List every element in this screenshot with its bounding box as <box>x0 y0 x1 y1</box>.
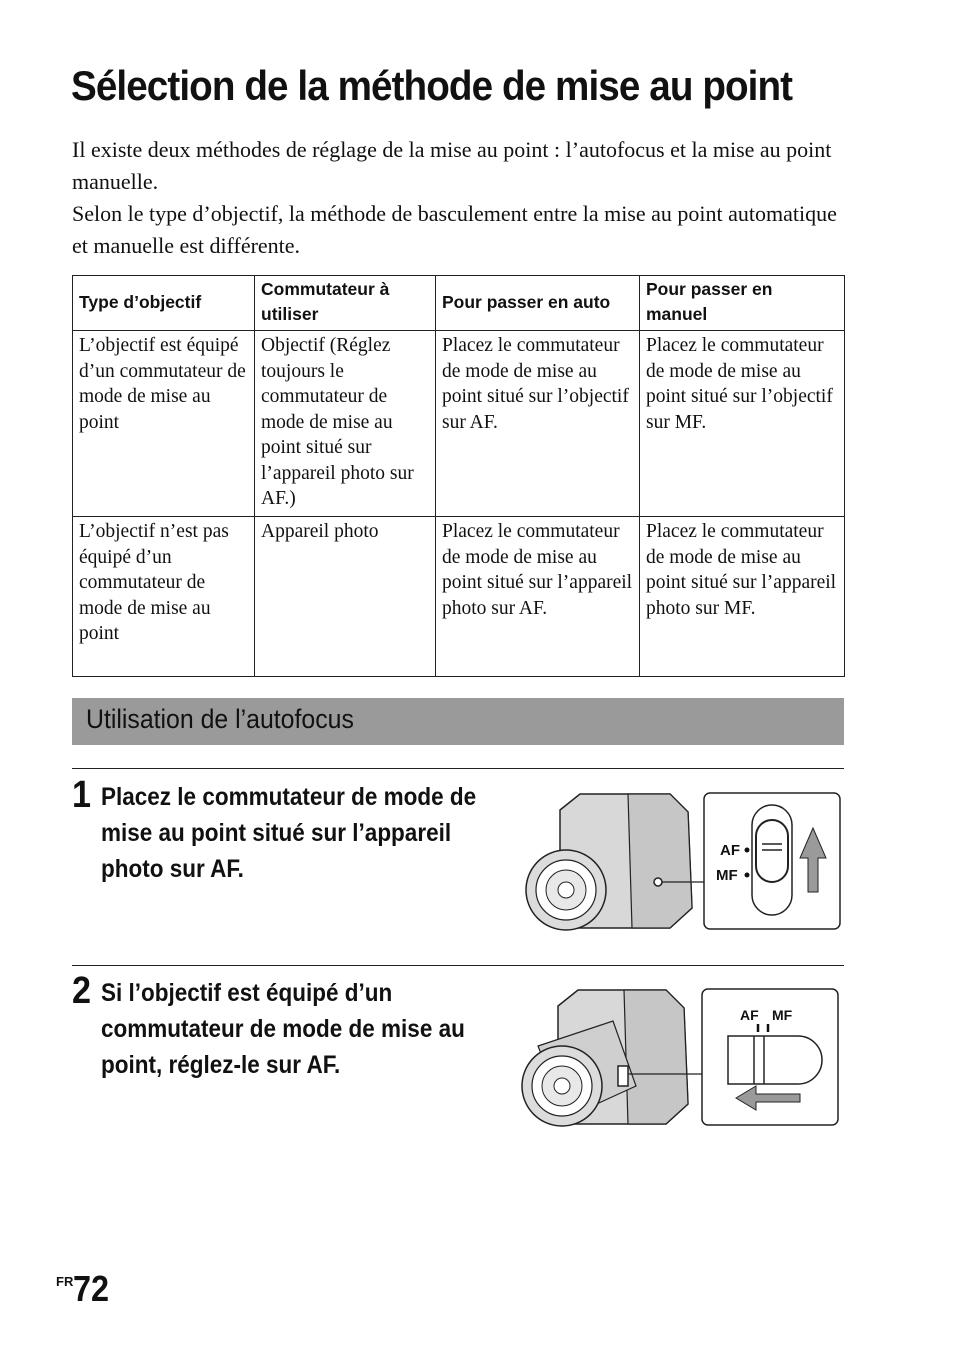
intro-text <box>72 134 852 262</box>
table-cell: Placez le commutateur de mode de mise au point situé sur l’objectif sur AF. <box>436 331 640 517</box>
af-label: AF <box>720 842 740 859</box>
table-cell: Appareil photo <box>255 517 436 677</box>
header-to-auto: Pour passer en auto <box>436 276 640 331</box>
mf-label: MF <box>772 1007 793 1023</box>
table-cell: Placez le commutateur de mode de mise au point situé sur l’objectif sur MF. <box>640 331 845 517</box>
page-number <box>56 1268 113 1310</box>
step-number: 1 <box>72 774 92 816</box>
table-header-row <box>73 276 845 331</box>
step-text: Placez le commutateur de mode de mise au point situé sur l’appareil photo sur AF. <box>101 783 477 883</box>
table-cell: Placez le commutateur de mode de mise au point situé sur l’appareil photo sur AF. <box>436 517 640 677</box>
section-heading: Utilisation de l’autofocus <box>86 704 354 734</box>
header-to-manual: Pour passer en manuel <box>640 276 845 331</box>
section-heading-bar <box>72 698 844 745</box>
header-switch: Commutateur à utiliser <box>255 276 436 331</box>
page-title: Sélection de la méthode de mise au point <box>71 62 793 109</box>
mf-label: MF <box>716 867 738 884</box>
intro-paragraph-1: Il existe deux méthodes de réglage de la mise au point : l’autofocus et la mise au point manuelle. <box>72 137 832 194</box>
table-cell: L’objectif n’est pas équipé d’un commutateur de mode de mise au point <box>73 517 255 677</box>
step-divider <box>72 768 844 769</box>
intro-paragraph-2: Selon le type d’objectif, la méthode de basculement entre la mise au point automatique et manuelle est différente. <box>72 201 837 258</box>
step-number: 2 <box>72 970 92 1012</box>
focus-method-table <box>72 275 845 677</box>
header-lens-type: Type d’objectif <box>73 276 255 331</box>
af-label: AF <box>740 1007 759 1023</box>
table-cell: Placez le commutateur de mode de mise au point situé sur l’appareil photo sur MF. <box>640 517 845 677</box>
table-row <box>73 517 845 677</box>
table-cell: Objectif (Réglez toujours le commutateur de mode de mise au point situé sur l’appareil photo sur AF.) <box>255 331 436 517</box>
page-number-value: 72 <box>73 1268 110 1309</box>
table-cell: L’objectif est équipé d’un commutateur de mode de mise au point <box>73 331 255 517</box>
step-divider <box>72 965 844 966</box>
camera-af-switch-illustration <box>520 790 845 935</box>
page-lang-label: FR <box>56 1274 74 1289</box>
table-row <box>73 331 845 517</box>
step-text: Si l’objectif est équipé d’un commutateur de mode de mise au point, réglez-le sur AF. <box>101 979 465 1079</box>
lens-af-switch-illustration <box>518 986 840 1128</box>
